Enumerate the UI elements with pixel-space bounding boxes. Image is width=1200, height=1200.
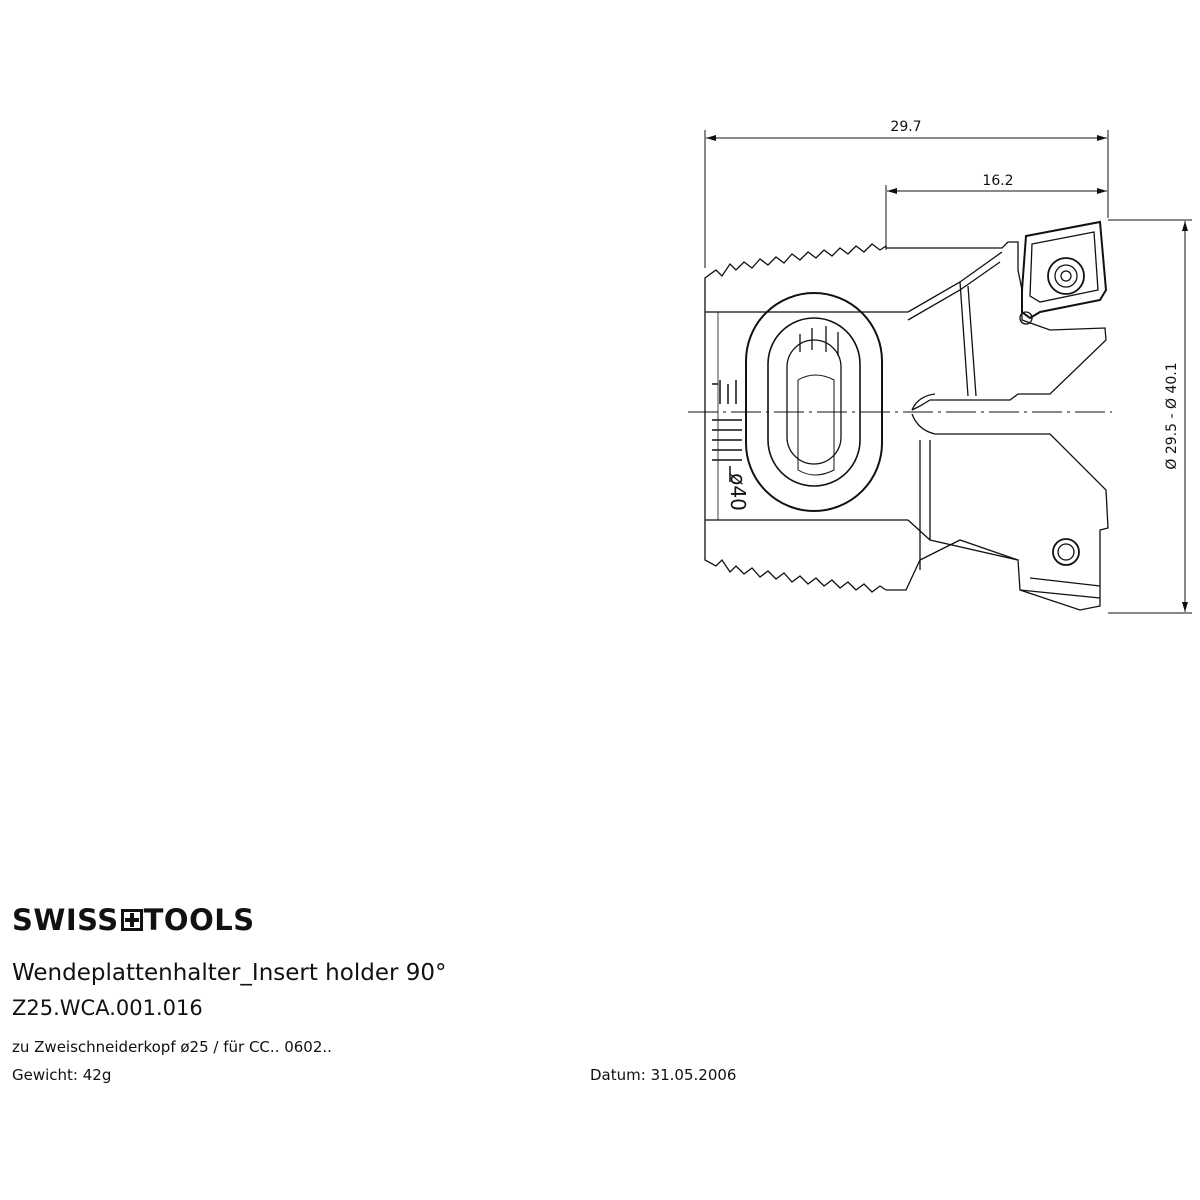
- lower-screw: [1053, 539, 1079, 565]
- weight-text: Gewicht: 42g: [12, 1066, 112, 1084]
- dimension-overall-length-value: 29.7: [890, 119, 922, 135]
- article-code: Z25.WCA.001.016: [12, 996, 203, 1020]
- cutting-insert-upper: [1022, 222, 1106, 318]
- clamping-slot-core: [787, 340, 841, 464]
- insert-holder-part: [705, 222, 1108, 610]
- clamping-slot-outer: [746, 293, 882, 511]
- dimension-overall-length: [705, 130, 1108, 268]
- date-text: Datum: 31.05.2006: [590, 1066, 737, 1084]
- clamping-slot-inner: [768, 318, 860, 486]
- shank-diameter-marking: ø40: [726, 473, 750, 511]
- brand-logo-left: SWISS: [12, 903, 119, 937]
- brand-logo: [12, 903, 255, 937]
- dimension-diameter-range-value: Ø 29.5 - Ø 40.1: [1164, 362, 1180, 470]
- head-lower-body: [886, 414, 1108, 610]
- swiss-cross-icon: [121, 909, 143, 931]
- dimension-head-length-value: 16.2: [982, 173, 1014, 189]
- dimension-head-length: [886, 185, 1107, 250]
- brand-logo-right: TOOLS: [143, 903, 255, 937]
- scale-marks: [712, 380, 742, 482]
- description-text: zu Zweischneiderkopf ø25 / für CC.. 0602..: [12, 1038, 332, 1056]
- drawing-title: Wendeplattenhalter_Insert holder 90°: [12, 960, 447, 986]
- insert-screw: [1048, 258, 1084, 294]
